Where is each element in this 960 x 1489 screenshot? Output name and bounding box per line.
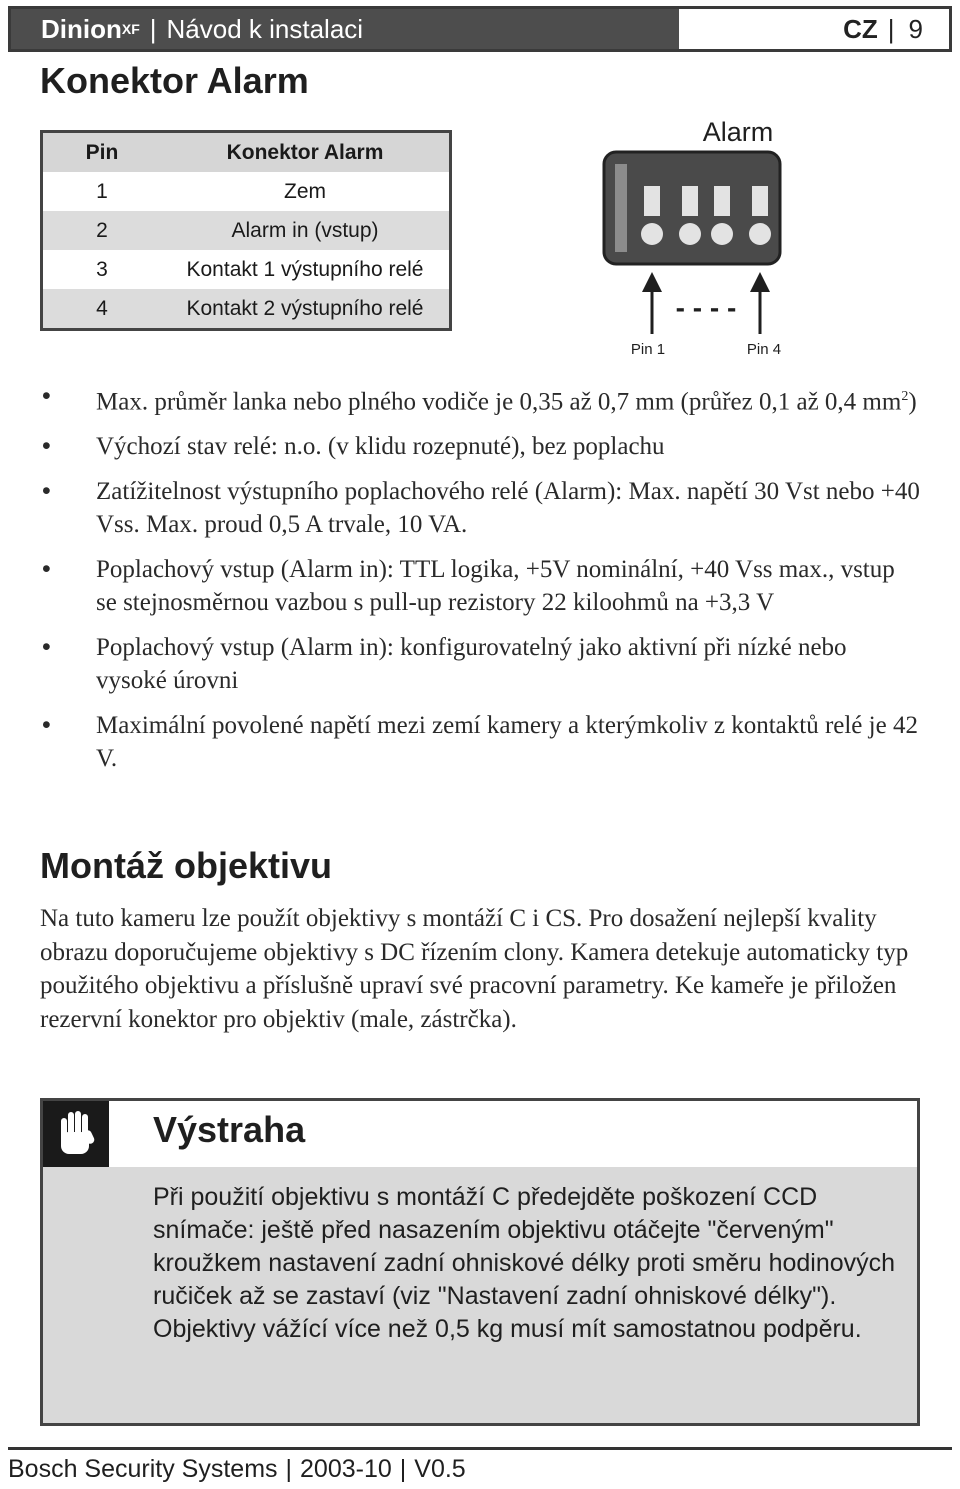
list-item <box>40 475 920 541</box>
list-item <box>40 430 920 463</box>
bullet-text: Maximální povolené napětí mezi zemí kamery a kterýmkoliv z kontaktů relé je 42 V. <box>96 712 918 773</box>
table-cell-desc: Kontakt 1 výstupního relé <box>186 257 424 281</box>
footer-date: 2003-10 <box>300 1455 392 1483</box>
warning-body <box>153 1181 913 1346</box>
list-item <box>40 380 920 418</box>
footer-company: Bosch Security Systems <box>8 1455 278 1483</box>
table-row <box>42 211 451 250</box>
table-cell-pin: 3 <box>96 257 108 281</box>
pin-1-slot <box>644 186 660 216</box>
table-cell-desc: Zem <box>284 179 326 203</box>
bullet-text: Zatížitelnost výstupního poplachového relé (Alarm): Max. napětí 30 Vst nebo +40 Vss. Max. proud 0,5 A trvale, 10 VA. <box>96 478 920 539</box>
table-cell-pin: 4 <box>42 289 162 330</box>
pin-1-label: Pin 1 <box>630 341 666 358</box>
bullet-text: Výchozí stav relé: n.o. (v klidu rozepnuté), bez poplachu <box>96 433 665 461</box>
table-header-pin: Pin <box>42 132 162 173</box>
warning-text: Objektivy vážící více než 0,5 kg musí mít samostatnou podpěru. <box>153 1315 862 1343</box>
table-row <box>42 250 451 289</box>
section-title-alarm: Konektor Alarm <box>40 60 309 101</box>
warning-box <box>40 1098 920 1426</box>
pin-3-slot <box>714 186 730 216</box>
warning-title: Výstraha <box>153 1109 306 1150</box>
section-title-lens-mount: Montáž objektivu <box>40 845 333 886</box>
bullet-text: Poplachový vstup (Alarm in): TTL logika, +5V nominální, +40 Vss max., vstup se stejnosměrnou vazbou s pull-up rezistory 22 kiloohmů na +3,3 V <box>96 556 895 617</box>
header-separator: | <box>149 13 157 44</box>
table-cell-pin: 1 <box>96 179 108 203</box>
spec-bullet-list <box>40 380 920 787</box>
product-superscript: XF <box>121 21 140 37</box>
diagram-title: Alarm <box>702 117 774 147</box>
dashed-link: - - - - <box>675 292 737 323</box>
footer-separator: | <box>399 1455 407 1483</box>
alarm-connector-diagram <box>598 112 818 362</box>
list-item <box>40 709 920 775</box>
pin-2-contact <box>679 223 701 245</box>
table-row <box>42 172 451 211</box>
warning-icon-box <box>43 1101 109 1167</box>
footer-rule <box>8 1447 952 1450</box>
table-cell-pin: 2 <box>42 211 162 250</box>
pin-1-arrow-head <box>642 272 662 292</box>
pin-4-contact <box>749 223 771 245</box>
table-cell-desc: Alarm in (vstup) <box>161 211 451 250</box>
table-cell-desc: Kontakt 2 výstupního relé <box>161 289 451 330</box>
doc-title: Návod k instalaci <box>166 13 364 44</box>
header-title-bar <box>11 9 679 49</box>
product-name: Dinion <box>41 13 122 44</box>
pin-3-contact <box>711 223 733 245</box>
footer-separator: | <box>285 1455 293 1483</box>
bullet-tail: ) <box>908 388 917 416</box>
lens-mount-paragraph: Na tuto kameru lze použít objektivy s montáží C i CS. Pro dosažení nejlepší kvality obrazu doporučujeme objektivy s DC řízením clony. Kamera detekuje automaticky typ použitého objektivu a příslušně upraví své pracovní parametry. Ke kameře je přiložen rezervní konektor pro objektiv (male, zástrčka). <box>40 905 909 1033</box>
page-header <box>8 6 952 52</box>
table-header-row <box>42 132 451 173</box>
page-footer <box>8 1455 466 1484</box>
list-item <box>40 631 920 697</box>
pin-1-contact <box>641 223 663 245</box>
pin-4-slot <box>752 186 768 216</box>
connector-side-bar <box>615 164 627 252</box>
pin-2-slot <box>682 186 698 216</box>
page-number: 9 <box>908 13 923 44</box>
footer-version: V0.5 <box>414 1455 466 1483</box>
bullet-text: Poplachový vstup (Alarm in): konfigurovatelný jako aktivní při nízké nebo vysoké úrovni <box>96 634 847 695</box>
bullet-superscript: 2 <box>901 389 909 404</box>
pin-4-label: Pin 4 <box>746 341 782 358</box>
bullet-text: Max. průměr lanka nebo plného vodiče je 0,35 až 0,7 mm (průřez 0,1 až 0,4 mm <box>96 388 902 416</box>
language-code: CZ <box>843 13 878 44</box>
table-header-connector: Konektor Alarm <box>161 132 451 173</box>
pin-table <box>40 130 452 331</box>
pin-4-arrow-head <box>750 272 770 292</box>
header-page-info <box>679 9 949 49</box>
list-item <box>40 553 920 619</box>
table-row <box>42 289 451 330</box>
hand-stop-icon <box>56 1108 96 1160</box>
header-page-separator: | <box>887 13 895 44</box>
warning-text: Při použití objektivu s montáží C předejděte poškození CCD snímače: ještě před nasazením objektivu otáčejte "červeným" kroužkem nastavení zadní ohniskové délky proti směru hodinových ručiček až se zastaví (viz "Nastavení zadní ohniskové délky"). <box>153 1183 896 1310</box>
